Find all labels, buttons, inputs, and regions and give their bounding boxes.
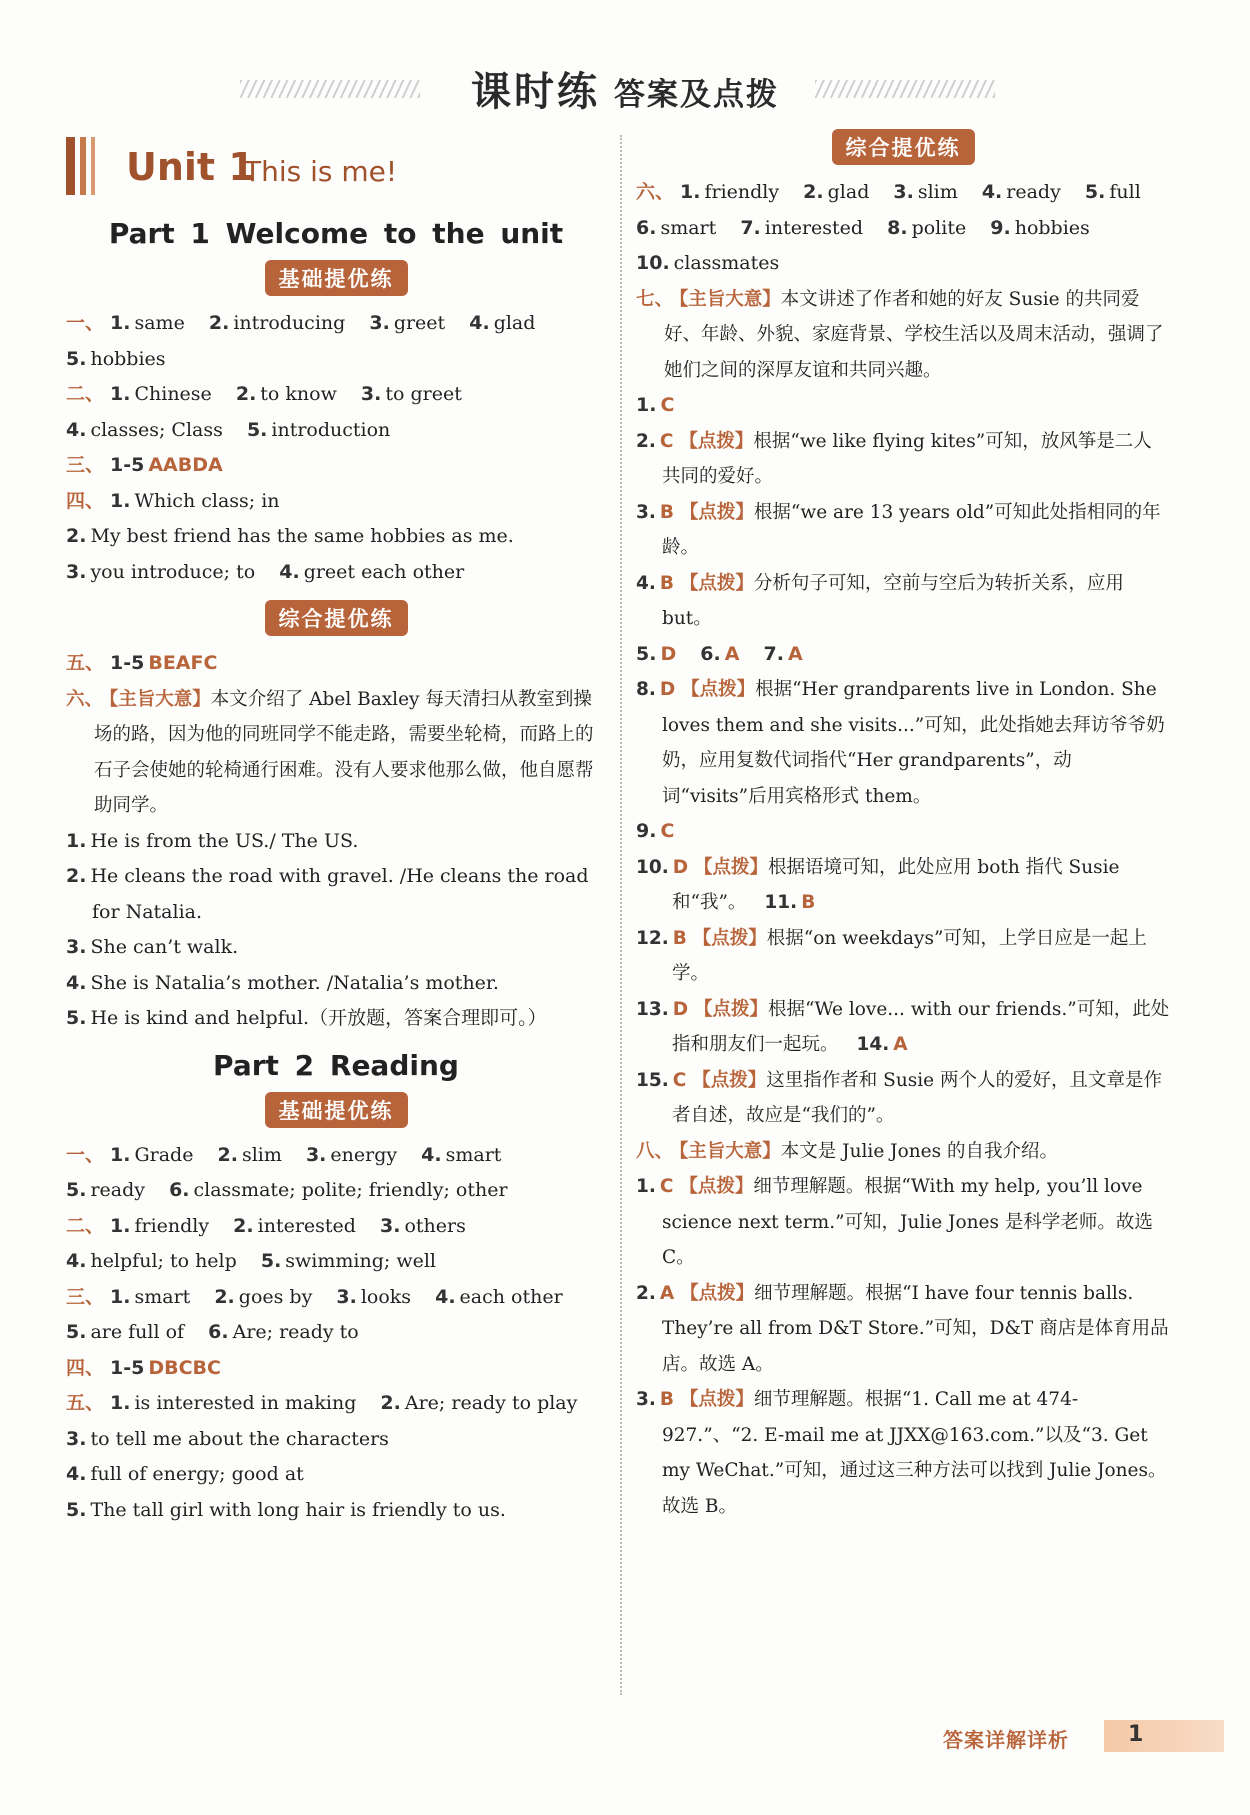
left-column — [66, 125, 606, 1528]
answer-explanation: 10. D 【点拨】根据语境可知，此处应用 both 指代 Susie 和“我”。 11. B — [636, 856, 1120, 913]
answer-line: 二、 1. friendly 2. interested 3. others — [66, 1214, 466, 1237]
answer-line: 4. classes; Class 5. introduction — [66, 418, 391, 441]
answer-line: 六、 1. friendly 2. glad 3. slim 4. ready 5. full — [636, 181, 1141, 203]
answer-line: 5. ready 6. classmate; polite; friendly; other — [66, 1179, 508, 1201]
answer-explanation: 2. C 【点拨】根据“we like flying kites”可知，放风筝是二人共同的爱好。 — [636, 430, 1152, 487]
answer-line: 四、 1-5 DBCBC — [66, 1356, 221, 1379]
page-number: 1 — [1128, 1722, 1144, 1747]
unit-label: Unit 1 — [126, 145, 255, 189]
answer-line: 5. He is kind and helpful.（开放题，答案合理即可。） — [66, 1007, 547, 1029]
answer-explanation: 3. B 【点拨】细节理解题。根据“1. Call me at 474-927.”、“2. E-mail me at JJXX@163.com.”以及“3. Get my WeChat.”可知，通过这三种方法可以找到 Julie Jones。故选 B。 — [636, 1389, 1167, 1517]
answer-line: 5. are full of 6. Are; ready to — [66, 1321, 359, 1343]
title-sub: 答案及点拨 — [614, 77, 779, 113]
answer-explanation: 12. B 【点拨】根据“on weekdays”可知，上学日应是一起上学。 — [636, 927, 1147, 984]
answer-explanation: 15. C 【点拨】这里指作者和 Susie 两个人的爱好，且文章是作者自述，故应是“我们的”。 — [636, 1069, 1162, 1126]
answer-explanation: 8. D 【点拨】根据“Her grandparents live in London. She loves them and she visits...”可知，此处指她去拜访爷爷奶奶，应用复数代词指代“Her grandparents”，动词“visits”后用宾格形式 them。 — [636, 679, 1165, 807]
comprehensive-practice-label: 综合提优练 — [265, 600, 408, 636]
column-divider — [620, 135, 622, 1695]
basic-practice-label: 基础提优练 — [265, 260, 408, 296]
answer-line: 5. D 6. A 7. A — [636, 642, 803, 665]
answer-explanation: 2. A 【点拨】细节理解题。根据“I have four tennis balls. They’re all from D&T Store.”可知，D&T 商店是体育用品店。故选 A。 — [636, 1282, 1169, 1375]
answer-line: 5. hobbies — [66, 347, 166, 370]
answer-line: 3. She can’t walk. — [66, 936, 239, 958]
answer-line: 一、 1. Grade 2. slim 3. energy 4. smart — [66, 1143, 502, 1166]
part2-title: Part 2 Reading — [213, 1048, 459, 1082]
page-number-badge — [1104, 1720, 1224, 1752]
page-title — [0, 60, 1250, 117]
answer-line: 3. you introduce; to 4. greet each other — [66, 560, 465, 583]
summary-paragraph: 八、 【主旨大意】本文是 Julie Jones 的自我介绍。 — [636, 1140, 1058, 1162]
answer-line: 二、 1. Chinese 2. to know 3. to greet — [66, 383, 462, 405]
answer-line: 五、 1. is interested in making 2. Are; ready to play — [66, 1392, 578, 1414]
answer-line: 9. C — [636, 820, 675, 842]
title-main: 课时练 — [471, 69, 600, 115]
answer-line: 6. smart 7. interested 8. polite 9. hobbies — [636, 216, 1090, 239]
right-column — [636, 125, 1170, 1524]
answer-line: 3. to tell me about the characters — [66, 1427, 389, 1450]
answer-line: 四、 1. Which class; in — [66, 489, 280, 512]
summary-paragraph: 六、 【主旨大意】本文介绍了 Abel Baxley 每天清扫从教室到操场的路，因为他的同班同学不能走路，需要坐轮椅，而路上的石子会使她的轮椅通行困难。没有人要求他那么做，他自愿帮助同学。 — [66, 688, 594, 816]
unit-subtitle: This is me! — [244, 155, 398, 188]
answer-line: 2. My best friend has the same hobbies as me. — [66, 525, 514, 547]
answer-line: 1. C — [636, 394, 675, 416]
answer-line: 4. She is Natalia’s mother. /Natalia’s mother. — [66, 971, 499, 994]
page-header — [0, 52, 1250, 122]
answer-line: 4. full of energy; good at — [66, 1463, 304, 1485]
summary-paragraph: 七、 【主旨大意】本文讲述了作者和她的好友 Susie 的共同爱好、年龄、外貌、家庭背景、学校生活以及周末活动，强调了她们之间的深厚友谊和共同兴趣。 — [636, 288, 1164, 381]
answer-line: 五、 1-5 BEAFC — [66, 652, 218, 674]
answer-line: 10. classmates — [636, 252, 780, 274]
answer-line: 5. The tall girl with long hair is friendly to us. — [66, 1498, 506, 1521]
part1-title: Part 1 Welcome to the unit — [108, 217, 564, 250]
comprehensive-practice-label: 综合提优练 — [832, 129, 975, 165]
unit-bars-icon — [66, 137, 100, 195]
answer-line: 2. He cleans the road with gravel. /He cleans the road for Natalia. — [66, 865, 589, 923]
answer-line: 1. He is from the US./ The US. — [66, 829, 359, 852]
answer-line: 4. helpful; to help 5. swimming; well — [66, 1250, 436, 1272]
answer-line: 三、 1-5 AABDA — [66, 454, 223, 476]
basic-practice-label: 基础提优练 — [265, 1092, 408, 1128]
unit-heading — [66, 133, 606, 203]
answer-line: 一、 1. same 2. introducing 3. greet 4. glad — [66, 312, 536, 334]
answer-line: 三、 1. smart 2. goes by 3. looks 4. each other — [66, 1285, 563, 1308]
answer-explanation: 3. B 【点拨】根据“we are 13 years old”可知此处指相同的年龄。 — [636, 501, 1161, 558]
answer-explanation: 13. D 【点拨】根据“We love... with our friends.”可知，此处指和朋友们一起玩。 14. A — [636, 998, 1170, 1055]
answer-explanation: 1. C 【点拨】细节理解题。根据“With my help, you’ll love science next term.”可知，Julie Jones 是科学老师。故选 C。 — [636, 1176, 1153, 1268]
answer-explanation: 4. B 【点拨】分析句子可知，空前与空后为转折关系，应用 but。 — [636, 572, 1124, 629]
footer-label: 答案详解详析 — [943, 1728, 1069, 1752]
page-footer — [0, 1718, 1250, 1758]
